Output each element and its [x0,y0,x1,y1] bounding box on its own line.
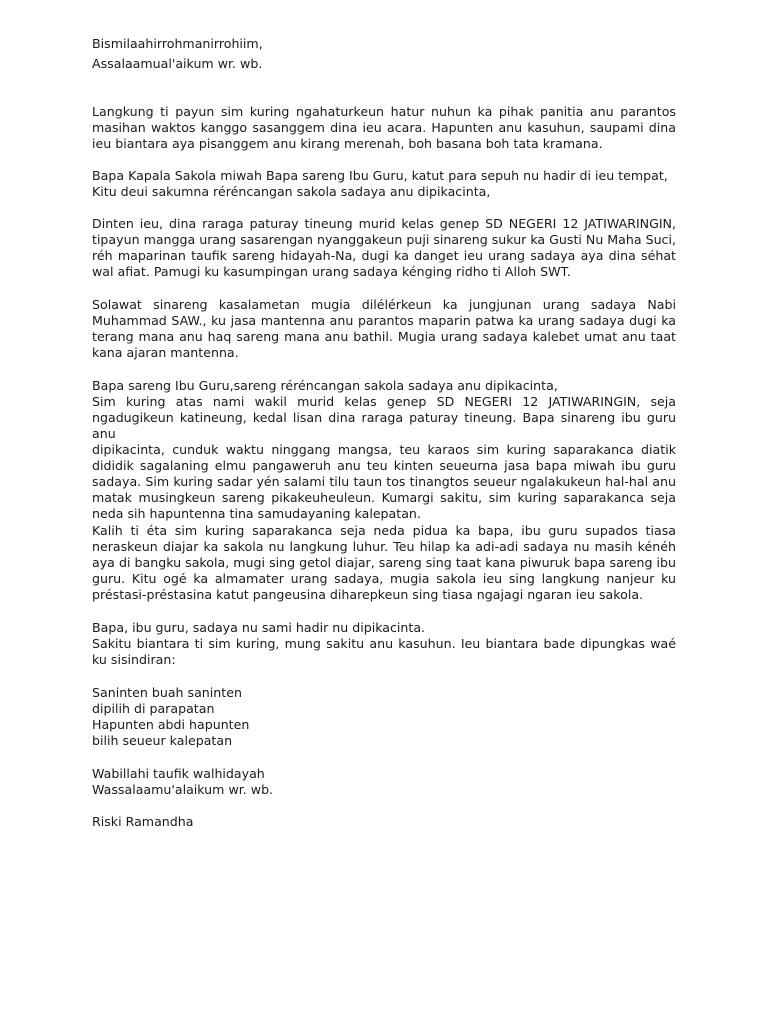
text-line: Dinten ieu, dina raraga paturay tineung murid kelas genep SD NEGERI 12 JATIWARINGIN, [92,216,676,231]
signature [92,814,676,830]
greeting-line-1: Bismilaahirrohmanirrohiim, [92,36,263,51]
text-line: neda sih hapuntenna tina samudayaning kalepatan. [92,506,421,521]
text-line: Bapa Kapala Sakola miwah Bapa sareng Ibu Guru, katut para sepuh nu hadir di ieu tempat, [92,168,668,183]
text-line: réh maparinan taufik sareng hidayah-Na, dugi ka danget ieu urang sadaya aya dina séhat [92,248,676,263]
paragraph-closing-intro [92,620,676,668]
text-line: aya di bangku sakola, mugi sing getol diajar, sareng sing taat kana piwuruk bapa sareng ibu [92,555,676,570]
text-line: Kitu deui sakumna réréncangan sakola sadaya anu dipikacinta, [92,184,491,199]
paragraph-solawat [92,297,676,361]
text-line: kana ajaran mantenna. [92,345,239,360]
text-line: Muhammad SAW., ku jasa mantenna anu parantos maparin patwa ka urang sadaya dugi ka [92,313,676,328]
text-line: guru. Kitu ogé ka almamater urang sadaya, mugia sakola ieu sing langkung nanjeur ku [92,571,676,586]
poem-line: Hapunten abdi hapunten [92,717,250,732]
text-line: Bapa, ibu guru, sadaya nu sami hadir nu dipikacinta. [92,620,426,635]
paragraph-address [92,168,676,200]
text-line: dipikacinta, cunduk waktu ninggang mangsa, teu karaos sim kuring saparakanca diatik [92,442,676,457]
text-line: wal afiat. Pamugi ku kasumpingan urang sadaya kénging ridho ti Alloh SWT. [92,264,571,279]
poem-line: bilih seueur kalepatan [92,733,233,748]
greeting [92,36,676,72]
closing [92,766,676,798]
text-line: neraskeun diajar ka sakola nu langkung luhur. Teu hilap ka adi-adi sadaya nu masih kénéh [92,539,676,554]
signature-name: Riski Ramandha [92,814,194,829]
text-line: sadaya. Sim kuring sadar yén salami tilu taun tos tinangtos seueur ngalakukeun hal-hal anu [92,474,676,489]
text-line: Sakitu biantara ti sim kuring, mung sakitu anu kasuhun. Ieu biantara bade dipungkas waé [92,636,676,651]
text-line: dididik sagalaning elmu pangaweruh anu teu kinten seueurna jasa bapa miwah ibu guru [92,458,676,473]
paragraph-farewell [92,378,676,522]
text-line: Bapa sareng Ibu Guru,sareng réréncangan sakola sadaya anu dipikacinta, [92,378,558,393]
text-line: ieu biantara aya pisanggem anu kirang merenah, boh basana boh tata kramana. [92,136,603,151]
greeting-line-2: Assalaamual'aikum wr. wb. [92,56,263,71]
text-line: Solawat sinareng kasalametan mugia dilélérkeun ka jungjunan urang sadaya Nabi [92,297,676,312]
poem [92,685,676,749]
text-line: matak musingkeun sareng pikakeuheuleun. Kumargi sakitu, sim kuring saparakanca seja [92,490,676,505]
closing-line: Wabillahi taufik walhidayah [92,766,265,781]
text-line: Langkung ti payun sim kuring ngahaturkeun hatur nuhun ka pihak panitia anu parantos [92,104,676,119]
text-line: ku sisindiran: [92,652,176,667]
text-line: terang mana anu haq sareng mana anu bathil. Mugia urang sadaya kalebet umat anu taat [92,329,676,344]
paragraph-prayer [92,523,676,603]
text-line: préstasi-préstasina katut pangeusina diharepkeun sing tiasa ngajagi ngaran ieu sakola. [92,587,644,602]
paragraph-gratitude [92,216,676,280]
poem-line: Saninten buah saninten [92,685,242,700]
paragraph-opening [92,104,676,152]
text-line: tipayun mangga urang sasarengan nyanggakeun puji sinareng sukur ka Gusti Nu Maha Suci, [92,232,676,247]
text-line: Kalih ti éta sim kuring saparakanca seja neda pidua ka bapa, ibu guru supados tiasa [92,523,676,538]
text-line: masihan waktos kanggo sasanggem dina ieu acara. Hapunten anu kasuhun, saupami dina [92,120,676,135]
text-line: Sim kuring atas nami wakil murid kelas genep SD NEGERI 12 JATIWARINGIN, seja [92,394,676,409]
text-line: ngadugikeun katineung, kedal lisan dina raraga paturay tineung. Bapa sinareng ibu guru anu [92,410,676,441]
closing-line: Wassalaamu'alaikum wr. wb. [92,782,274,797]
poem-line: dipilih di parapatan [92,701,215,716]
